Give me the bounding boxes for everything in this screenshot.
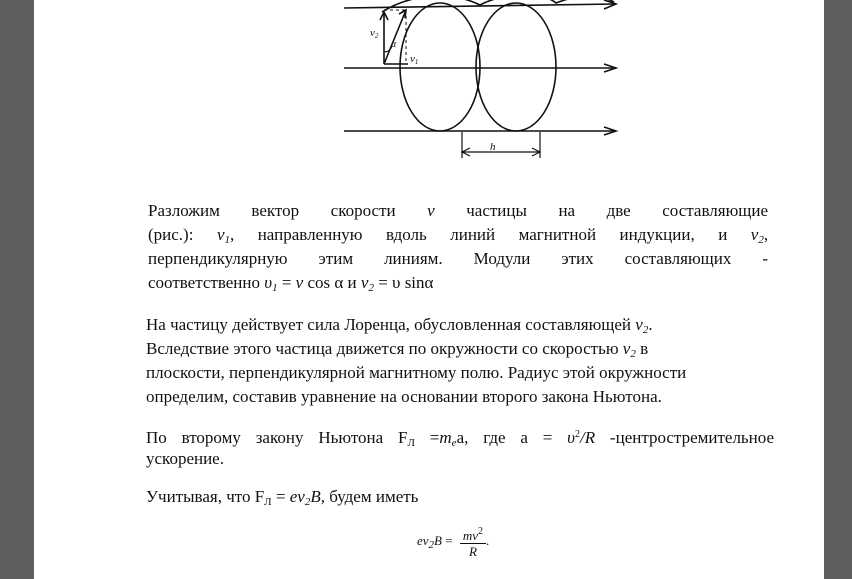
- paragraph-lorentz-force: [146, 313, 786, 409]
- p1-line-4: соответственно $\upsilon_1 = v$ cos α и $v_2 = \upsilon$ sinα: [148, 273, 434, 294]
- p2-line-2: Вследствие этого частица движется по окружности со скоростью $v_2$ в: [146, 339, 649, 360]
- label-alpha: α: [391, 39, 397, 50]
- p1-line-2: (рис.): $v_1$, направленную вдоль линий магнитной индукции, и $v_2$,: [148, 225, 769, 246]
- p1-line-3: перпендикулярную этим линиям. Модули этих составляющих -: [148, 249, 768, 268]
- paragraph-considering: [146, 485, 774, 509]
- label-h: h: [490, 141, 496, 153]
- helix-loop-2: [476, 3, 556, 131]
- p3-line-1: По второму закону Ньютона $F_Л =m_ea$, где $a = \upsilon^2/R$ -центростремительное: [146, 428, 775, 449]
- helical-trajectory-figure: [334, 0, 634, 165]
- p2-line-3: плоскости, перпендикулярной магнитному полю. Радиус этой окружности: [146, 363, 687, 382]
- p2-line-4: определим, составив уравнение на основании второго закона Ньютона.: [146, 387, 662, 406]
- helix-loop-1: [400, 3, 480, 131]
- equation-lorentz-centripetal: $ev_2B$ = $\frac{mv^2}{R}$ .: [417, 526, 490, 559]
- p4-line-1: Учитывая, что $F_Л = ev_2B$, будем иметь: [146, 487, 419, 508]
- document-page: [34, 0, 824, 579]
- equation-fraction: $\frac{mv^2}{R}$: [460, 524, 486, 560]
- p1-line-1: Разложим вектор скорости v частицы на две составляющие: [148, 201, 769, 220]
- label-v1: v1: [410, 53, 419, 66]
- p3-line-2: ускорение.: [146, 449, 224, 468]
- label-v2: v2: [370, 27, 379, 40]
- paragraph-velocity-decomposition: [148, 199, 768, 295]
- paragraph-newton-law: [146, 423, 774, 471]
- p2-line-1: На частицу действует сила Лоренца, обусловленная составляющей $v_2$.: [146, 315, 653, 336]
